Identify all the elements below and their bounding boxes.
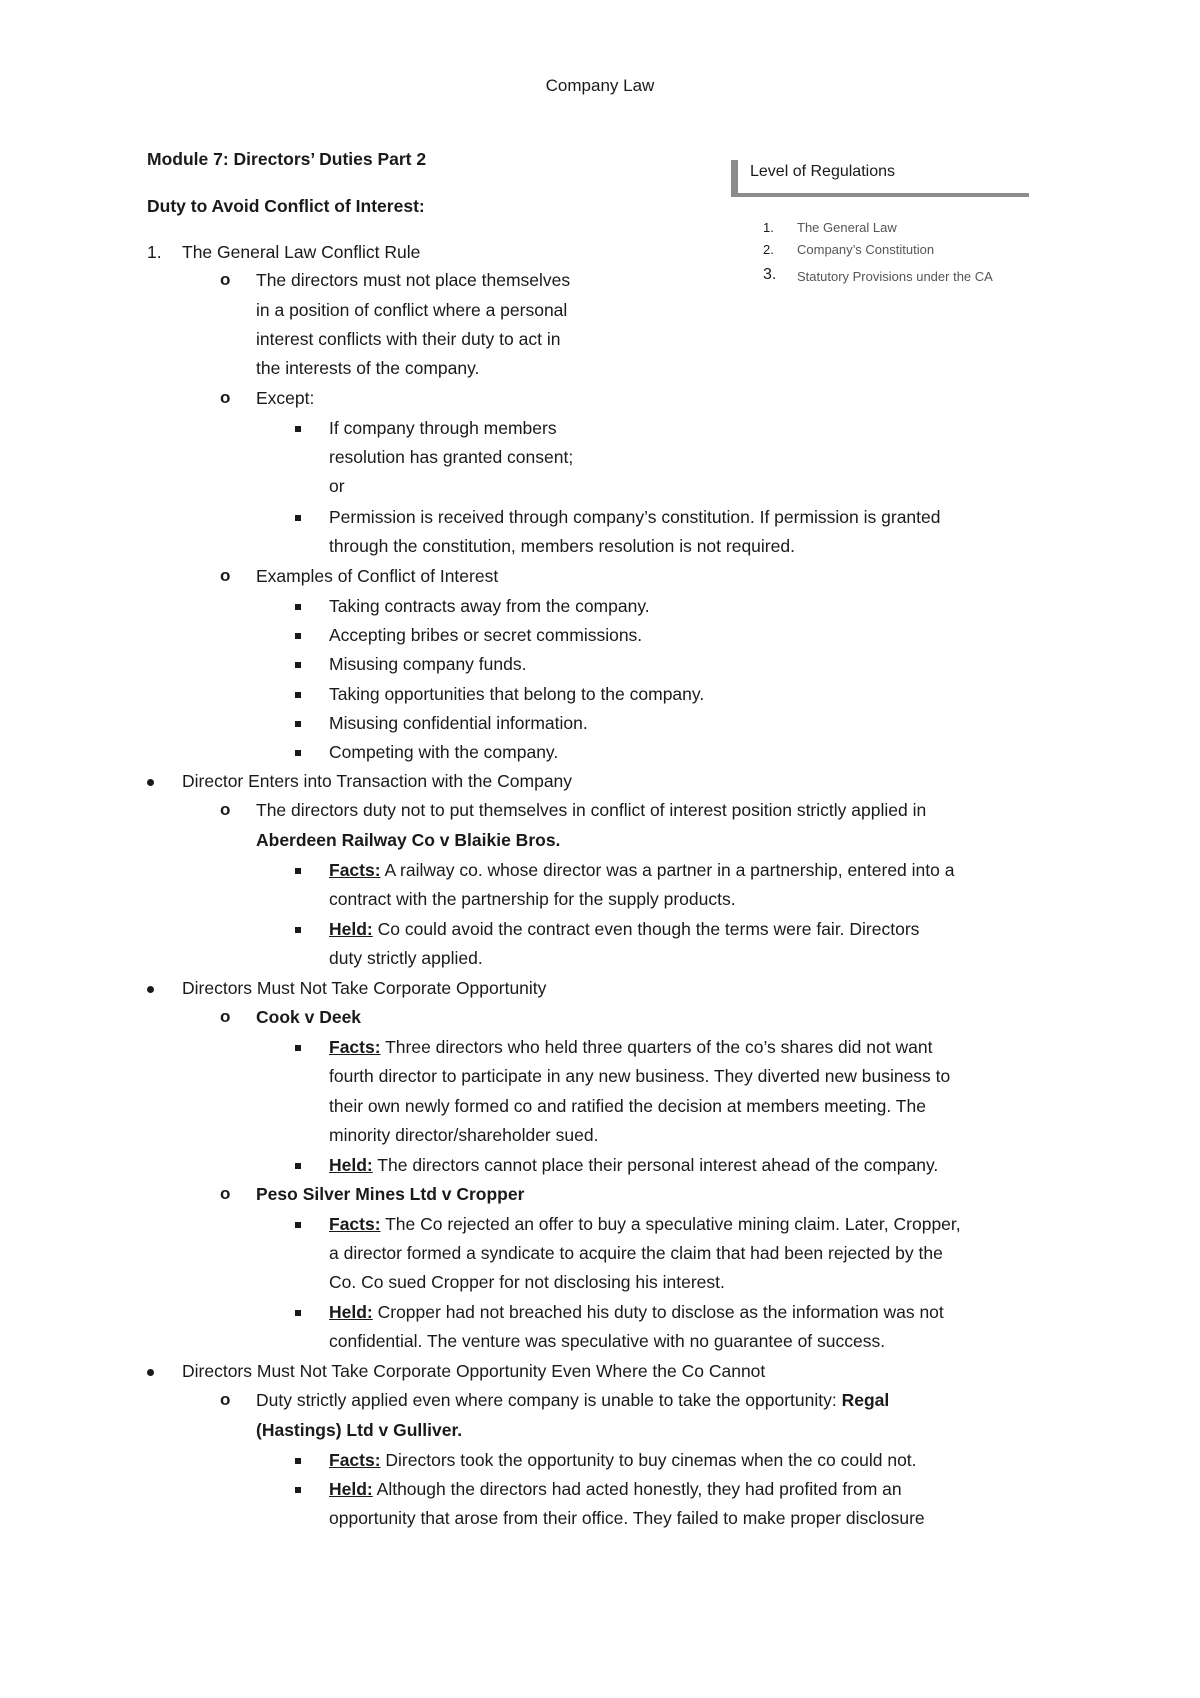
list-item: Director Enters into Transaction with the Company	[182, 771, 573, 791]
list-item: If company through members	[329, 418, 557, 438]
circle-bullet-icon: o	[220, 388, 231, 407]
held-label: Held:	[329, 1302, 373, 1322]
sidebar-item-statutory: Statutory Provisions under the CA	[797, 269, 993, 284]
list-item: contract with the partnership for the supply products.	[329, 889, 736, 909]
case-name: Regal	[841, 1390, 890, 1410]
sidebar-item-number: 3.	[763, 266, 777, 283]
list-item: The directors must not place themselves	[256, 270, 571, 290]
list-item: Except:	[256, 388, 315, 408]
circle-bullet-icon: o	[220, 800, 231, 819]
square-bullet-icon	[295, 1310, 301, 1316]
case-name: Peso Silver Mines Ltd v Cropper	[256, 1184, 525, 1204]
circle-bullet-icon: o	[220, 1184, 231, 1203]
facts-text: Three directors who held three quarters of the co’s shares did not want	[380, 1037, 933, 1057]
square-bullet-icon	[295, 426, 301, 432]
list-item: opportunity that arose from their office. They failed to make proper disclosure	[329, 1508, 925, 1528]
square-bullet-icon	[295, 633, 301, 639]
square-bullet-icon	[295, 868, 301, 874]
list-item	[329, 1037, 932, 1058]
list-item	[329, 1214, 961, 1235]
list-item: Taking contracts away from the company.	[329, 596, 650, 616]
list-item-text: Duty strictly applied even where company is unable to take the opportunity:	[256, 1390, 842, 1410]
square-bullet-icon	[295, 515, 301, 521]
list-item: Accepting bribes or secret commissions.	[329, 625, 643, 645]
list-item: interest conflicts with their duty to act in	[256, 329, 561, 349]
list-number: 1.	[147, 242, 162, 262]
list-item: resolution has granted consent;	[329, 447, 574, 467]
facts-text: Directors took the opportunity to buy cinemas when the co could not.	[380, 1450, 917, 1470]
held-label: Held:	[329, 1155, 373, 1175]
list-item: Taking opportunities that belong to the company.	[329, 684, 705, 704]
round-bullet-icon	[147, 1369, 154, 1376]
square-bullet-icon	[295, 692, 301, 698]
sidebar-underline	[731, 193, 1029, 197]
section-title: Duty to Avoid Conflict of Interest:	[147, 196, 425, 216]
list-item	[329, 919, 919, 940]
square-bullet-icon	[295, 927, 301, 933]
case-name: Cook v Deek	[256, 1007, 362, 1027]
sidebar-accent-bar	[731, 160, 738, 193]
facts-label: Facts:	[329, 860, 381, 880]
circle-bullet-icon: o	[220, 270, 231, 289]
list-item: Competing with the company.	[329, 742, 559, 762]
facts-text: A railway co. whose director was a partner in a partnership, entered into a	[380, 860, 955, 880]
round-bullet-icon	[147, 986, 154, 993]
list-item: minority director/shareholder sued.	[329, 1125, 599, 1145]
list-item: or	[329, 476, 345, 496]
sidebar-item-number: 2.	[763, 242, 774, 257]
square-bullet-icon	[295, 750, 301, 756]
list-item: fourth director to participate in any new business. They diverted new business to	[329, 1066, 951, 1086]
list-item	[329, 1302, 944, 1323]
list-item: in a position of conflict where a personal	[256, 300, 568, 320]
circle-bullet-icon: o	[220, 1007, 231, 1026]
list-item: Directors Must Not Take Corporate Opportunity	[182, 978, 547, 998]
square-bullet-icon	[295, 662, 301, 668]
held-text: Although the directors had acted honestly, they had profited from an	[372, 1479, 902, 1499]
list-item	[329, 1450, 917, 1471]
case-name: (Hastings) Ltd v Gulliver.	[256, 1420, 463, 1440]
circle-bullet-icon: o	[220, 566, 231, 585]
module-title: Module 7: Directors’ Duties Part 2	[147, 149, 427, 169]
case-name: Aberdeen Railway Co v Blaikie Bros.	[256, 830, 561, 850]
list-item: duty strictly applied.	[329, 948, 483, 968]
sidebar-item-general-law: The General Law	[797, 220, 897, 235]
square-bullet-icon	[295, 604, 301, 610]
held-text: Co could avoid the contract even though the terms were fair. Directors	[372, 919, 920, 939]
list-item: Misusing company funds.	[329, 654, 527, 674]
list-item: Co. Co sued Cropper for not disclosing his interest.	[329, 1272, 725, 1292]
list-item: Permission is received through company’s constitution. If permission is granted	[329, 507, 941, 527]
list-item: The directors duty not to put themselves in conflict of interest position strictly applied in	[256, 800, 927, 820]
held-text: The directors cannot place their personal interest ahead of the company.	[372, 1155, 939, 1175]
held-label: Held:	[329, 919, 373, 939]
list-item	[329, 860, 954, 881]
list-item: confidential. The venture was speculative with no guarantee of success.	[329, 1331, 886, 1351]
list-item: Examples of Conflict of Interest	[256, 566, 499, 586]
square-bullet-icon	[295, 1487, 301, 1493]
list-item: Misusing confidential information.	[329, 713, 588, 733]
square-bullet-icon	[295, 1045, 301, 1051]
list-item: through the constitution, members resolution is not required.	[329, 536, 795, 556]
square-bullet-icon	[295, 1458, 301, 1464]
list-item: the interests of the company.	[256, 358, 480, 378]
sidebar-item-constitution: Company’s Constitution	[797, 242, 935, 257]
list-item: Directors Must Not Take Corporate Opportunity Even Where the Co Cannot	[182, 1361, 766, 1381]
circle-bullet-icon: o	[220, 1390, 231, 1409]
round-bullet-icon	[147, 779, 154, 786]
facts-label: Facts:	[329, 1037, 381, 1057]
list-item	[329, 1155, 938, 1176]
square-bullet-icon	[295, 1163, 301, 1169]
list-item: The General Law Conflict Rule	[182, 242, 421, 262]
sidebar-title: Level of Regulations	[750, 163, 895, 180]
page-header-title: Company Law	[545, 76, 655, 95]
facts-label: Facts:	[329, 1450, 381, 1470]
square-bullet-icon	[295, 721, 301, 727]
facts-label: Facts:	[329, 1214, 381, 1234]
list-item: their own newly formed co and ratified the decision at members meeting. The	[329, 1096, 926, 1116]
list-item	[256, 1390, 889, 1411]
list-item: a director formed a syndicate to acquire the claim that had been rejected by the	[329, 1243, 943, 1263]
sidebar-item-number: 1.	[763, 220, 774, 235]
held-label: Held:	[329, 1479, 373, 1499]
facts-text: The Co rejected an offer to buy a speculative mining claim. Later, Cropper,	[380, 1214, 961, 1234]
held-text: Cropper had not breached his duty to disclose as the information was not	[372, 1302, 944, 1322]
square-bullet-icon	[295, 1222, 301, 1228]
list-item	[329, 1479, 902, 1500]
